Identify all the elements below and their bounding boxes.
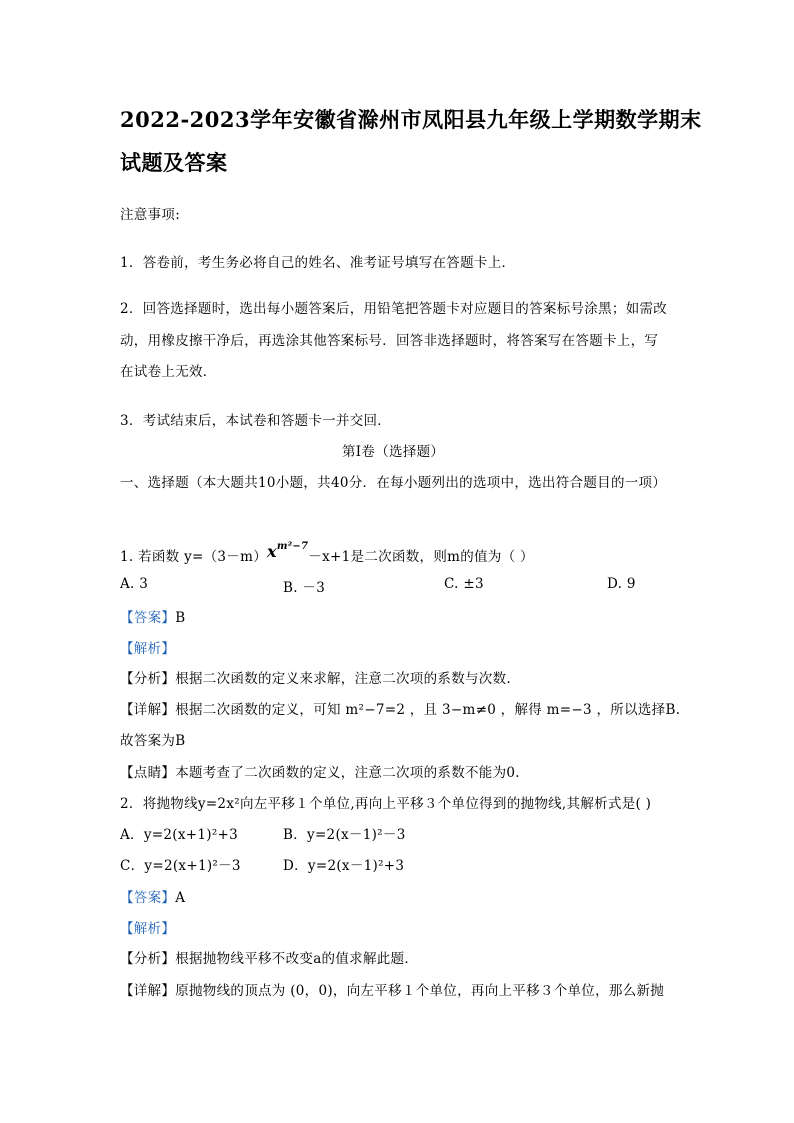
q2-option-a: A．y=2(x+1)²+3	[120, 827, 239, 843]
q2-xiangjie-text: 原抛物线的顶点为 (0，0)，向左平移１个单位，再向上平移３个单位，那么新抛	[175, 983, 665, 999]
q1-stem	[120, 541, 534, 565]
q2-fenxi	[120, 947, 418, 967]
q1-analysis-heading	[120, 637, 175, 657]
q1-conclusion: 故答案为B	[120, 733, 186, 749]
q2-answer-tag: 【答案】	[120, 890, 176, 906]
q2-answer-value: A	[175, 890, 186, 906]
q2-fenxi-text: 根据抛物线平移不改变a的值求解此题．	[175, 951, 419, 967]
volume-heading: 第Ⅰ卷（选择题）	[342, 444, 445, 460]
q1-fenxi-tag: 【分析】	[120, 671, 176, 687]
q1-xiangjie	[120, 698, 680, 718]
q2-xiangjie-tag: 【详解】	[120, 983, 176, 999]
q1-xiangjie-tag: 【详解】	[120, 702, 176, 718]
q2-option-d: D．y=2(x－1)²+3	[283, 858, 405, 874]
q1-xiangjie-text: 根据二次函数的定义，可知 m²−7=2 ，且 3−m≠0 ，解得 m=−3 ，所以选择B.	[175, 702, 681, 718]
notice-item-2-line2: 动，用橡皮擦干净后，再选涂其他答案标号．回答非选择题时，将答案写在答题卡上，写	[120, 333, 659, 349]
notice-item-2-line1: 2．回答选择题时，选出每小题答案后，用铅笔把答题卡对应题目的答案标号涂黑；如需改	[120, 301, 668, 317]
q1-answer	[120, 606, 185, 626]
q1-fenxi	[120, 667, 511, 687]
q1-fenxi-text: 根据二次函数的定义来求解，注意二次项的系数与次数.	[175, 671, 511, 687]
q1-dianjing-tag: 【点睛】	[120, 765, 176, 781]
q1-option-b: B. －3	[283, 580, 326, 596]
document-title-line2: 试题及答案	[120, 150, 228, 175]
q1-analysis-tag: 【解析】	[120, 641, 176, 657]
q2-answer	[120, 886, 185, 906]
q1-answer-tag: 【答案】	[120, 610, 176, 626]
q2-xiangjie	[120, 979, 664, 999]
q1-stem-after: －x+1是二次函数，则m的值为（ ）	[308, 549, 534, 565]
q1-dianjing	[120, 761, 520, 781]
q2-stem: 2．将抛物线y=2x²向左平移１个单位,再向上平移３个单位得到的抛物线,其解析式是( )	[120, 796, 652, 812]
q1-option-a: A. 3	[120, 576, 149, 592]
q2-analysis-tag: 【解析】	[120, 921, 176, 937]
q1-answer-value: B	[175, 610, 186, 626]
notice-item-3: 3．考试结束后，本试卷和答题卡一并交回．	[120, 413, 392, 429]
q1-stem-exponent: m²−7	[276, 541, 309, 552]
q1-dianjing-text: 本题考查了二次函数的定义，注意二次项的系数不能为0.	[175, 765, 520, 781]
notice-item-2-line3: 在试卷上无效．	[120, 364, 217, 380]
notice-heading: 注意事项:	[120, 207, 181, 223]
notice-item-1: 1．答卷前，考生务必将自己的姓名、准考证号填写在答题卡上．	[120, 255, 516, 271]
q1-option-c: C. ±3	[444, 576, 484, 592]
q2-option-c: C．y=2(x+1)²－3	[120, 858, 241, 874]
q2-analysis-heading	[120, 917, 175, 937]
q1-option-d: D. 9	[607, 576, 636, 592]
q1-stem-before: 1. 若函数 y=（3－m）	[120, 549, 267, 565]
q2-fenxi-tag: 【分析】	[120, 951, 176, 967]
q2-option-b: B．y=2(x－1)²－3	[283, 827, 406, 843]
part1-heading: 一、选择题（本大题共10小题，共40分．在每小题列出的选项中，选出符合题目的一项）	[120, 475, 667, 491]
q1-stem-x: x	[267, 542, 277, 561]
document-title-line1: 2022-2023学年安徽省滁州市凤阳县九年级上学期数学期末	[120, 107, 702, 132]
